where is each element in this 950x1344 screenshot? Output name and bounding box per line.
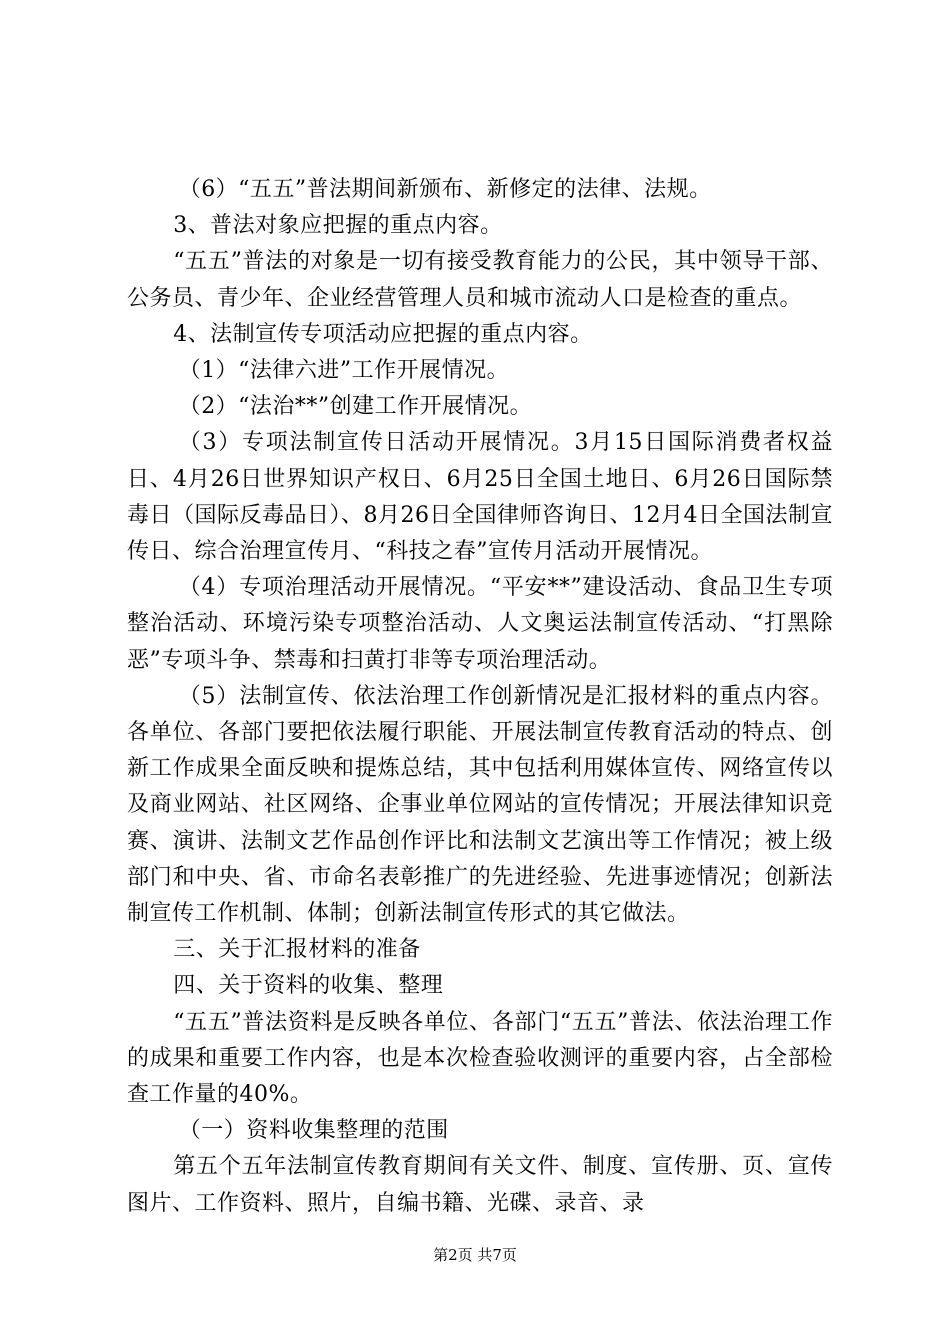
section-heading-4: 四、关于资料的收集、整理 — [173, 973, 444, 999]
subsection-heading-1: （一）资料收集整理的范围 — [178, 1118, 449, 1144]
section-heading-3: 三、关于汇报材料的准备 — [173, 937, 421, 963]
paragraph-item-2: （2）“法治**”创建工作开展情况。 — [178, 394, 533, 420]
paragraph-scope: 第五个五年法制宣传教育期间有关文件、制度、宣传册、页、宣传图片、工作资料、照片，自编书籍、光碟、录音、录 — [127, 1154, 833, 1216]
paragraph-item-5: （5）法制宣传、依法治理工作创新情况是汇报材料的重点内容。各单位、各部门要把依法履行职能、开展法制宣传教育活动的特点、创新工作成果全面反映和提炼总结，其中包括利用媒体宣传、网络宣传以及商业网站、社区网络、企事业单位网站的宣传情况；开展法律知识竞赛、演讲、法制文艺作品创作评比和法制文艺演出等工作情况；被上级部门和中央、省、市命名表彰推广的先进经验、先进事迹情况；创新法制宣传工作机制、体制；创新法制宣传形式的其它做法。 — [127, 683, 833, 927]
paragraph-item-1: （1）“法律六进”工作开展情况。 — [178, 358, 510, 384]
document-body — [127, 172, 833, 1222]
paragraph-materials: “五五”普法资料是反映各单位、各部门“五五”普法、依法治理工作的成果和重要工作内容，也是本次检查验收测评的重要内容，占全部检查工作量的40%。 — [127, 1009, 833, 1108]
paragraph-heading-3: 3、普法对象应把握的重点内容。 — [173, 213, 503, 239]
page-number-footer: 第2页 共7页 — [433, 1246, 517, 1264]
paragraph-item-6: （6）“五五”普法期间新颁布、新修定的法律、法规。 — [178, 177, 712, 202]
paragraph-audience: “五五”普法的对象是一切有接受教育能力的公民，其中领导干部、公务员、青少年、企业经营管理人员和城市流动人口是检查的重点。 — [127, 249, 833, 311]
paragraph-item-4: （4）专项治理活动开展情况。“平安**”建设活动、食品卫生专项整治活动、环境污染专项整治活动、人文奥运法制宣传活动、“打黑除恶”专项斗争、禁毒和扫黄打非等专项治理活动。 — [127, 575, 833, 673]
paragraph-heading-4: 4、法制宣传专项活动应把握的重点内容。 — [173, 321, 593, 347]
paragraph-item-3: （3）专项法制宣传日活动开展情况。3月15日国际消费者权益日、4月26日世界知识产权日、6月25日全国土地日、6月26日国际禁毒日（国际反毒品日）、8月26日全国律师咨询日、12月4日全国法制宣传日、综合治理宣传月、“科技之春”宣传月活动开展情况。 — [127, 430, 833, 565]
